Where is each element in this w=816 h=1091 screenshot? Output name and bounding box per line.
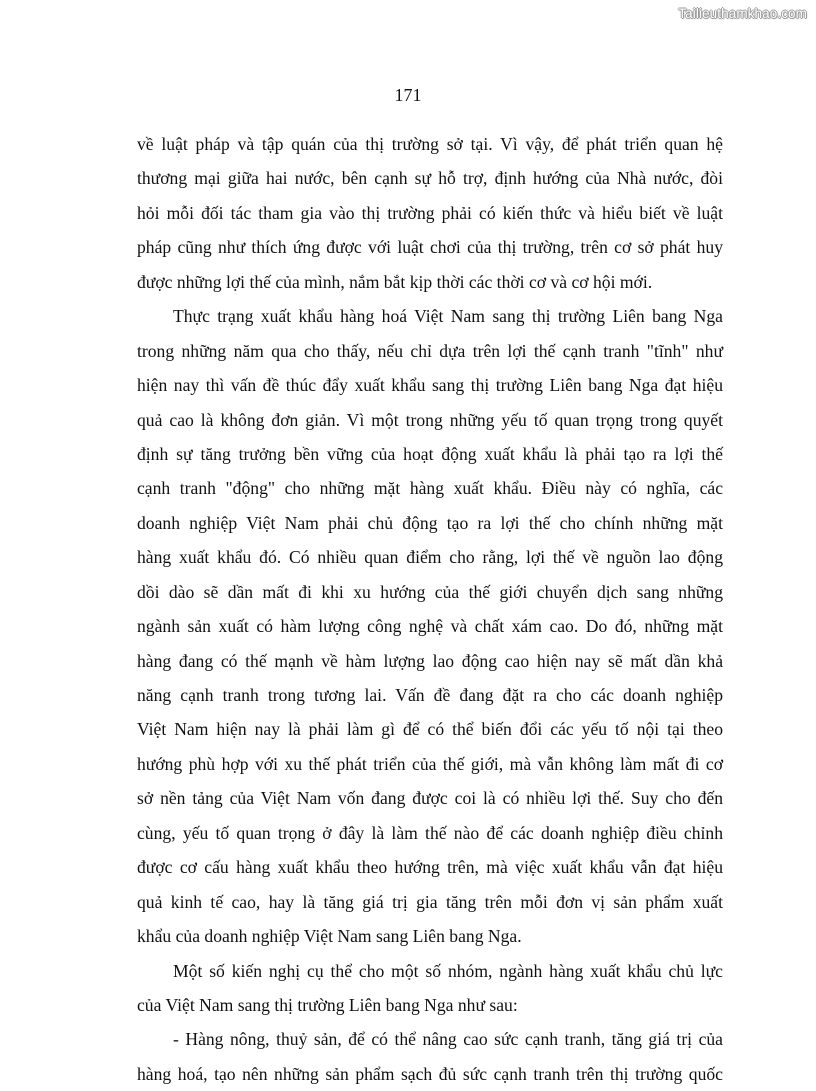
text-line: năng cạnh tranh trong tương lai. Vấn đề đang đặt ra cho các doanh nghiệp: [137, 685, 723, 705]
paragraph: [137, 299, 723, 953]
text-line: hàng hoá, tạo nên những sản phẩm sạch đủ sức cạnh tranh trên thị trường quốc: [137, 1063, 723, 1084]
text-line: khẩu của doanh nghiệp Việt Nam sang Liên bang Nga.: [137, 926, 522, 947]
text-line: hiện nay thì vấn đề thúc đẩy xuất khẩu sang thị trường Liên bang Nga đạt hiệu: [137, 375, 723, 396]
text-line: Thực trạng xuất khẩu hàng hoá Việt Nam sang thị trường Liên bang Nga: [173, 306, 723, 327]
text-line: hàng đang có thế mạnh về hàm lượng lao động cao hiện nay sẽ mất dần khả: [137, 650, 723, 671]
text-line: quả kinh tế cao, hay là tăng giá trị gia tăng trên mỗi đơn vị sản phẩm xuất: [137, 891, 723, 912]
document-body: [137, 127, 723, 1091]
text-line: - Hàng nông, thuỷ sản, để có thể nâng cao sức cạnh tranh, tăng giá trị của: [173, 1029, 723, 1050]
text-line: cùng, yếu tố quan trọng ở đây là làm thế nào để các doanh nghiệp điều chỉnh: [137, 822, 723, 843]
watermark: Tailieuthamkhao.com: [678, 6, 807, 21]
text-line: sở nền tảng của Việt Nam vốn đang được coi là có nhiều lợi thế. Suy cho đến: [137, 788, 723, 809]
text-line: hỏi mỗi đối tác tham gia vào thị trường phải có kiến thức và hiểu biết về luật: [137, 202, 723, 223]
text-line: trong những năm qua cho thấy, nếu chỉ dựa trên lợi thế cạnh tranh "tĩnh" như: [137, 340, 723, 361]
text-line: Việt Nam hiện nay là phải làm gì để có thể biến đổi các yếu tố nội tại theo: [137, 719, 723, 740]
paragraph: [137, 954, 723, 1023]
text-line: doanh nghiệp Việt Nam phải chủ động tạo ra lợi thế cho chính những mặt: [137, 512, 723, 533]
text-line: quả cao là không đơn giản. Vì một trong những yếu tố quan trọng trong quyết: [137, 409, 723, 430]
text-line: được những lợi thế của mình, nắm bắt kịp thời các thời cơ và cơ hội mới.: [137, 271, 653, 292]
text-line: được cơ cấu hàng xuất khẩu theo hướng trên, mà việc xuất khẩu vẫn đạt hiệu: [137, 857, 723, 878]
list-item: [137, 1022, 723, 1091]
text-line: định sự tăng trưởng bền vững của hoạt động xuất khẩu là phải tạo ra lợi thế: [137, 443, 723, 464]
paragraph: [137, 127, 723, 299]
text-line: pháp cũng như thích ứng được với luật chơi của thị trường, trên cơ sở phát huy: [137, 237, 723, 258]
text-line: thương mại giữa hai nước, bên cạnh sự hỗ trợ, định hướng của Nhà nước, đòi: [137, 168, 723, 189]
text-line: hàng xuất khẩu đó. Có nhiều quan điểm cho rằng, lợi thế về nguồn lao động: [137, 547, 723, 568]
text-line: Một số kiến nghị cụ thể cho một số nhóm, ngành hàng xuất khẩu chủ lực: [173, 960, 723, 981]
text-line: hướng phù hợp với xu thế phát triển của thế giới, mà vẫn không làm mất đi cơ: [137, 753, 723, 774]
text-line: về luật pháp và tập quán của thị trường sở tại. Vì vậy, để phát triển quan hệ: [137, 134, 723, 154]
text-line: cạnh tranh "động" cho những mặt hàng xuất khẩu. Điều này có nghĩa, các: [137, 478, 723, 499]
text-line: dồi dào sẽ dần mất đi khi xu hướng của thế giới chuyển dịch sang những: [137, 581, 723, 602]
page-number: 171: [394, 85, 422, 105]
text-line: ngành sản xuất có hàm lượng công nghệ và chất xám cao. Do đó, những mặt: [137, 616, 723, 637]
text-line: của Việt Nam sang thị trường Liên bang Nga như sau:: [137, 994, 518, 1015]
